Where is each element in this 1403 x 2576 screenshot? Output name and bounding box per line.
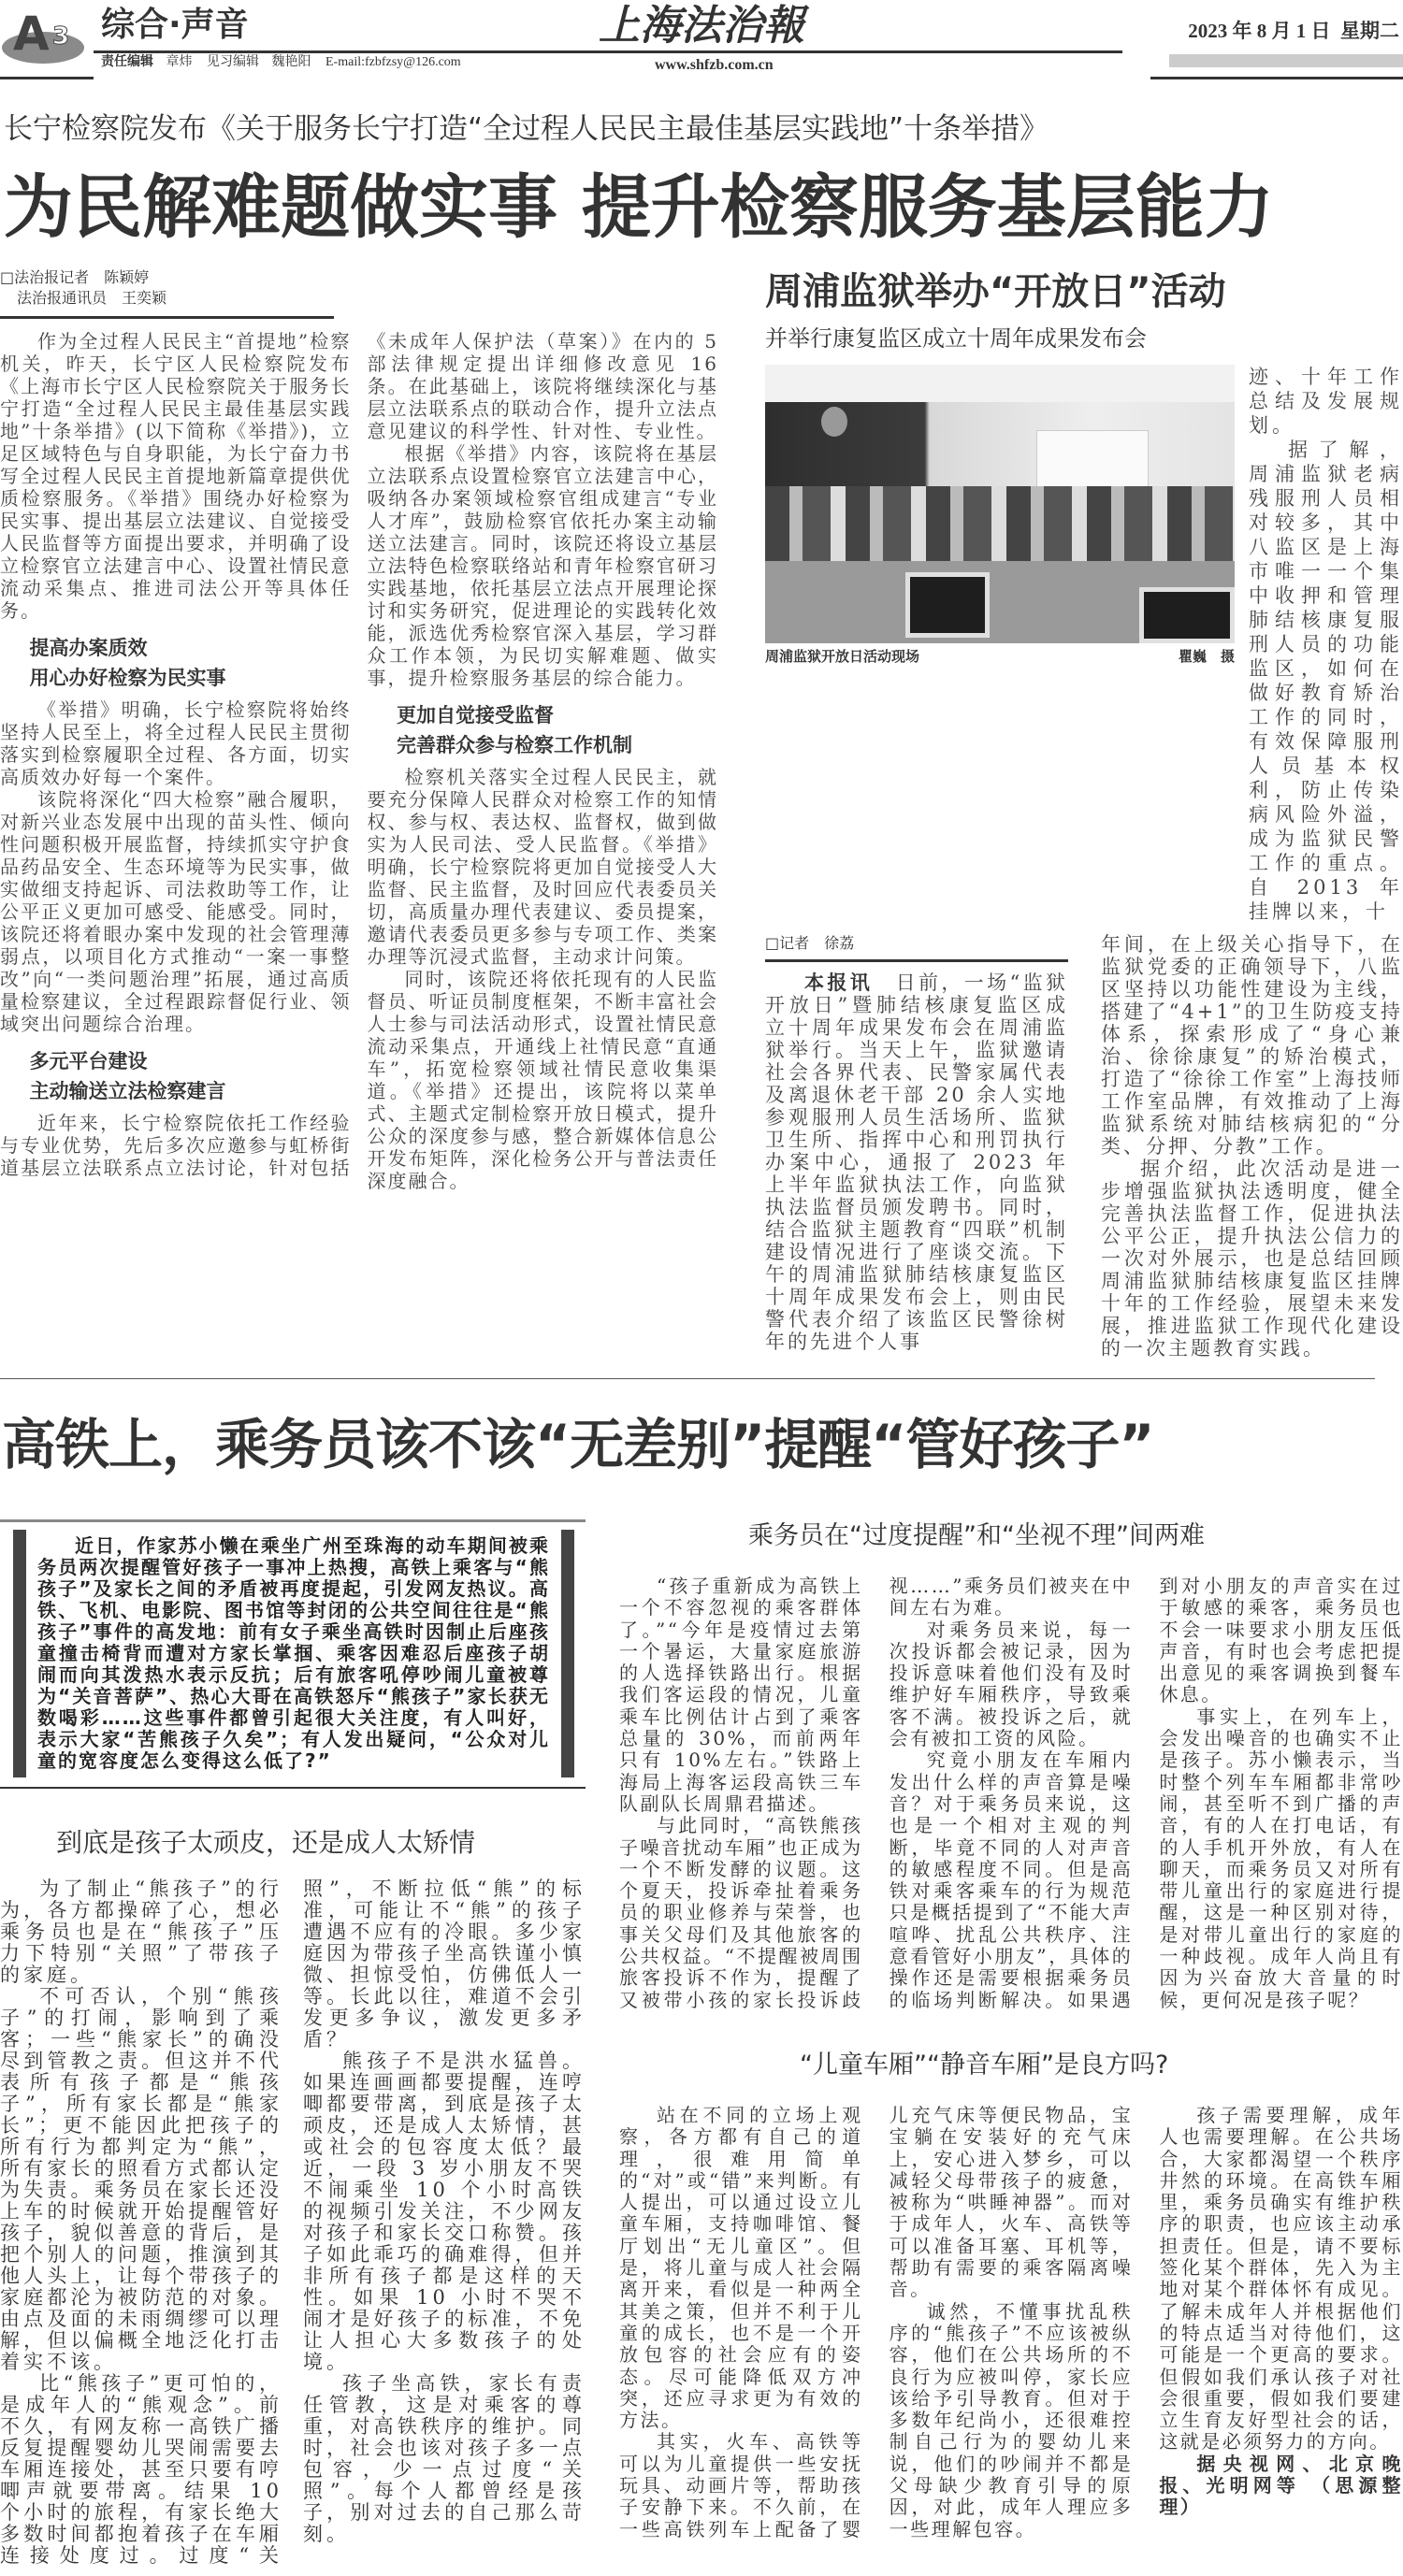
paragraph: 孩子坐高铁，家长有责任管教，这是对乘客的尊重，对高铁秩序的维护。同时，社会也该对孩子多一点包容，少一点过度“关照”。每个人都曾经是孩子，别对过去的自己那么苛刻。 bbox=[303, 2372, 586, 2545]
paragraph: 《举措》明确，长宁检察院将始终坚持人民至上，将全过程人民民主贯彻落实到检察履职全过程、各方面，切实高质效办好每一个案件。 bbox=[0, 698, 352, 788]
article3-section2-body bbox=[619, 1576, 1403, 2011]
paragraph: 对乘务员来说，每一次投诉都会被记录，因为投诉意味着他们没有及时维护好车厢秩序，导致乘客不满。被投诉之后，就会有被扣工资的风险。 bbox=[889, 1618, 1134, 1750]
paragraph-continued: 迹、十年工作总结及发展规划。 bbox=[1249, 366, 1403, 437]
page-header bbox=[0, 0, 1403, 82]
editor-line bbox=[101, 54, 461, 71]
intern-label: 见习编辑 bbox=[207, 55, 259, 69]
byline-correspondent: 法治报通讯员 王奕颖 bbox=[17, 289, 167, 307]
article2-body-right bbox=[1101, 933, 1403, 1360]
article1-column-area bbox=[0, 267, 718, 1192]
page-digit: 3 bbox=[52, 22, 70, 50]
article1-byline bbox=[0, 267, 334, 319]
editor-label: 责任编辑 bbox=[101, 55, 153, 69]
section-heading-2: 乘务员在“过度提醒”和“坐视不理”间两难 bbox=[748, 1521, 1205, 1550]
paragraph: 站在不同的立场上观察，各方都有自己的道理，很难用简单的“对”或“错”来判断。有人提出，可以通过设立儿童车厢，支持咖啡馆、餐厅划出“无儿童区”。但是，将儿童与成人社会隔离开来，看似是一种两全其美之策，但并不利于儿童的成长，也不是一个开放包容的社会应有的姿态。尽可能降低双方冲突，还应寻求更为有效的方法。 bbox=[619, 2103, 863, 2432]
subheading-line: 多元平台建设 bbox=[29, 1050, 148, 1072]
intro-bottom-rule bbox=[0, 1787, 586, 1789]
photo-caption-row bbox=[765, 647, 1235, 666]
article2-narrow-column bbox=[1249, 365, 1403, 924]
article2-body-left-text bbox=[765, 971, 1068, 1353]
paragraph: 作为全过程人民民主“首提地”检察机关，昨天，长宁区人民检察院发布《上海市长宁区人民检察院关于服务长宁打造“全过程人民民主最佳基层实践地”十条举措》(以下简称《举措》)，立足区域特色与自身职能，为长宁奋力书写全过程人民民主首提地新篇章提供优质检察服务。《举措》围绕办好检察为民实事、提出基层立法建议、自觉接受人民监督等方面提出要求，并明确了设立检察官立法建言中心、设置社情民意流动采集点、推进司法公开等具体任务。 bbox=[0, 330, 352, 622]
subheading-line: 主动输送立法检察建言 bbox=[29, 1080, 226, 1102]
paragraph: 究竟小朋友在车厢内发出什么样的声音算是噪音？对于乘务员来说，这也是一个相对主观的判断，毕竟不同的人对声音的敏感程度不同。但是高铁对乘客乘车的行为规范只是概括提到了“不能大声喧哗、扰乱公共秩序、注意看管好小朋友”，具体的操作还是需要根据乘务员的临场判断解决。如果遇到对小朋友的声音实在过于敏感的乘客，乘务员也不会一味要求小朋友压低声音，有时也会考虑把提出意见的乘客调换到餐车休息。 bbox=[889, 1575, 1403, 2011]
article3-section3-body bbox=[619, 2105, 1403, 2540]
article3-headline: 高铁上，乘务员该不该“无差别”提醒“管好孩子” bbox=[2, 1413, 1154, 1476]
subheading bbox=[368, 700, 719, 760]
paragraph: 与此同时，“高铁熊孩子噪音扰动车厢”也正成为一个不断发酵的议题。这个夏天，投诉牵扯着乘务员的职业修养与荣誉，也事关父母们及其他旅客的公共权益。“不提醒被周围旅客投诉不作为，提醒了又被带小孩的家长投诉歧视……”乘务员们被夹在中间左右为难。 bbox=[619, 1575, 1134, 2011]
article3-section1-body bbox=[0, 1878, 586, 2567]
editor-name: 章炜 bbox=[166, 55, 193, 69]
lower-row bbox=[0, 1519, 1403, 2567]
paragraph: 其实，火车、高铁等可以为儿童提供一些安抚玩具、动画片等，帮助孩子安静下来。不久前，在一些高铁列车上配备了婴儿充气床等便民物品，宝宝躺在安装好的充气床上，安心进入梦乡，可以减轻父母带孩子的疲惫，被称为“哄睡神器”。而对于成年人，火车、高铁等可以准备耳塞、耳机等，帮助有需要的乘客隔离噪音。 bbox=[619, 2103, 1134, 2540]
issue-date: 2023 年 8 月 1 日 星期二 bbox=[1188, 20, 1399, 42]
paragraph: 比“熊孩子”更可怕的，是成年人的“熊观念”。前不久，有网友称一高铁广播反复提醒婴幼儿哭闹需要去车厢连接处，甚至只要有哼唧声就要带离。结果 10 个小时的旅程，有家长绝大多数时间都抱着孩子在车厢连接处度过。过度“关照”，不断拉低“熊”的标准，可能让不“熊”的孩子遭遇不应有的冷眼。多少家庭因为带孩子坐高铁谨小慎微、担惊受怕，仿佛低人一等。长此以往，难道不会引发更多争议，激发更多矛盾？ bbox=[0, 1878, 586, 2567]
subheading-line: 完善群众参与检察工作机制 bbox=[397, 734, 632, 756]
paragraph: “孩子重新成为高铁上一个不容忽视的乘客群体了。”“今年是疫情过去第一个暑运，大量家庭旅游的人选择铁路出行。根据我们客运段的情况，儿童乘车比例估计占到了乘客总量的 30%，而前两年只有 10%左右。”铁路上海局上海客运段高铁三车队副队长周鼎君描述。 bbox=[619, 1575, 863, 1815]
article2-bottom-grid bbox=[765, 933, 1403, 1360]
paragraph: 检察机关落实全过程人民民主，就要充分保障人民群众对检察工作的知情权、参与权、表达权、监督权，做到做实为人民司法、受人民监督。《举措》明确，长宁检察院将更加自觉接受人大监督、民主监督，及时回应代表委员关切，高质量办理代表建议、委员提案，邀请代表委员更多参与专项工作、类案办理等沉浸式监督，主动求计问策。 bbox=[367, 766, 718, 968]
paragraph-text: 日前，一场“监狱开放日”暨肺结核康复监区成立十周年成果发布会在周浦监狱举行。当天上午，监狱邀请社会各界代表、民警家属代表及离退休老干部 20 余人实地参观服刑人员生活场所、监狱卫生所、指挥中心和刑罚执行办案中心，通报了 2023 年上半年监狱执法工作，向监狱执法监督员颁发聘书。同时，结合监狱主题教育“四联”机制建设情况进行了座谈交流。下午的周浦监狱肺结核康复监区十周年成果发布会上，则由民警代表介绍了该监区民警徐树年的先进个人事 bbox=[765, 971, 1069, 1353]
page-letter: A bbox=[13, 7, 50, 61]
source-credit: 据央视网、北京晚报、光明网等 bbox=[1159, 2452, 1403, 2497]
website[interactable]: www.shfzb.com.cn bbox=[655, 57, 774, 73]
article2-photo bbox=[765, 365, 1235, 643]
paragraph: 该院将深化“四大检察”融合履职，对新兴业态发展中出现的苗头性、倾向性问题积极开展监督，持续抓实守护食品药品安全、生态环境等为民实事，做实做细支持起诉、司法救助等工作，让公平正义更加可感受、能感受。同时，该院还将着眼办案中发现的社会管理薄弱点，以项目化方式推动“一案一事整改”向“一类问题治理”拓展，通过高质量检察建议，全过程跟踪督促行业、领域突出问题综合治理。 bbox=[0, 788, 352, 1035]
intern-name: 魏艳阳 bbox=[271, 55, 311, 69]
header-gray-bar bbox=[1169, 54, 1403, 67]
photo-caption: 周浦监狱开放日活动现场 bbox=[765, 648, 920, 665]
paragraph: 同时，该院还将依托现有的人民监督员、听证员制度框架，不断丰富社会人士参与司法活动形式，设置社情民意流动采集点，开通线上社情民意“直通车”，拓宽检察领域社情民意收集渠道。《举措》还提出，该院将以菜单式、主题式定制检察开放日模式，提升公众的深度参与感，整合新媒体信息公开发布矩阵，深化检务公开与普法责任深度融合。 bbox=[367, 968, 718, 1192]
article1-headline: 为民解难题做实事 提升检察服务基层能力 bbox=[4, 167, 1274, 248]
page-number-badge bbox=[2, 7, 84, 64]
intro-text: 近日，作家苏小懒在乘坐广州至珠海的动车期间被乘务员两次提醒管好孩子一事冲上热搜，高铁上乘客与“熊孩子”及家长之间的矛盾被再度提起，引发网友热议。高铁、飞机、电影院、图书馆等封闭的公共空间往往是“熊孩子”事件的高发地：前有女子乘坐高铁时因制止后座孩童撞击椅背而遭对方家长掌掴、乘客因难忍后座孩子胡闹而向其泼热水表示反抗；后有旅客吼停吵闹儿童被尊为“关音菩萨”、热心大哥在高铁怒斥“熊孩子”家长获无数喝彩……这些事件都曾引起很大关注度，有人叫好，表示大家“苦熊孩子久矣”；有人发出疑问，“公众对儿童的宽容度怎么变得这么低了?” bbox=[37, 1534, 550, 1772]
paragraph: 诚然，不懂事扰乱秩序的“熊孩子”不应该被纵容，他们在公共场所的不良行为应被叫停，家长应该给予引导教育。但对于多数年纪尚小，还很难控制自己行为的婴幼儿来说，他们的吵闹并不都是父母缺少教育引导的原因，对此，成年人理应多一些理解包容。 bbox=[889, 2299, 1134, 2540]
subheading-line: 提高办案质效 bbox=[29, 637, 148, 659]
article2-subhead: 并举行康复监区成立十周年成果发布会 bbox=[765, 325, 1147, 352]
upper-row bbox=[0, 267, 1403, 1360]
paragraph: 熊孩子不是洪水猛兽。如果连画画都要提醒，连哼唧都要带离，到底是孩子太顽皮，还是成人太矫情，甚或社会的包容度太低？最近，一段 3 岁小朋友不哭不闹乘坐 10 个小时高铁的视频引发关注，不少网友对孩子和家长交口称赞。孩子如此乖巧的确难得，但并非所有孩子都是这样的天性。如果 10 小时不哭不闹才是好孩子的标准，不免让人担心大多数孩子的处境。 bbox=[303, 2050, 586, 2373]
paragraph: 事实上，在列车上，会发出噪音的也确实不止是孩子。苏小懒表示，当时整个列车车厢都非常吵闹，甚至听不到广播的声音，有的人在打电话，有的人手机开外放，有人在聊天，而乘务员又对所有带儿童出行的家庭进行提醒，这是一种区别对待，是对带儿童出行的家庭的一种歧视。成年人尚且有因为兴奋放大音量的时候，更何况是孩子呢？ bbox=[1159, 1705, 1403, 2011]
section-divider bbox=[0, 1378, 1375, 1379]
article3-left-area bbox=[0, 1519, 586, 2567]
paragraph: 近年来，长宁检察院依托工作经验与专业优势，先后多次应邀参与虹桥街道基层立法联系点立法讨论，针对包括《未成年人保护法（草案）》在内的 5 部法律规定提出详细修改意见 16 条。在此基础上，该院将继续深化与基层立法联系点的联动合作，提升立法点意见建议的科学性、针对性、专业性。 bbox=[0, 330, 718, 1179]
photo-block bbox=[765, 365, 1235, 666]
intro-box bbox=[13, 1530, 574, 1777]
article2-headline: 周浦监狱举办“开放日”活动 bbox=[765, 270, 1226, 313]
intro-top-rule bbox=[0, 1519, 586, 1522]
header-rule bbox=[1150, 77, 1403, 79]
page-bottom-spacer bbox=[0, 2567, 1403, 2576]
article2-top-grid bbox=[765, 365, 1403, 924]
lead-label: 本报讯 bbox=[804, 971, 874, 994]
paragraph: 为了制止“熊孩子”的行为，各方都操碎了心，想必乘务员也是在“熊孩子”压力下特别“关照”了带孩子的家庭。 bbox=[0, 1878, 282, 1986]
paragraph: 不可否认，个别“熊孩子”的打闹，影响到了乘客；一些“熊家长”的确没尽到管教之责。但这并不代表所有孩子都是“熊孩子”，所有家长都是“熊家长”；更不能因此把孩子的所有行为都判定为“熊”，所有家长的照看方式都认定为失责。乘务员在家长还没上车的时候就开始提醒管好孩子，貌似善意的背后，是把个别人的问题，推演到其他人头上，让每个带孩子的家庭都沦为被防范的对象。由点及面的未雨绸缪可以理解，但以偏概全地泛化打击着实不该。 bbox=[0, 1985, 282, 2373]
article1-kicker: 长宁检察院发布《关于服务长宁打造“全过程人民民主最佳基层实践地”十条举措》 bbox=[4, 112, 1049, 146]
subheading bbox=[0, 1046, 352, 1106]
subheading bbox=[0, 633, 352, 693]
section-heading-1: 到底是孩子太顽皮，还是成人太矫情 bbox=[56, 1827, 476, 1858]
paragraph bbox=[765, 971, 1068, 1353]
article1-body bbox=[0, 330, 718, 1192]
paragraph: 根据《举措》内容，该院将在基层立法联系点设置检察官立法建言中心，吸纳各办案领域检察官组成建言“专业人才库”，鼓励检察官依托办案主动输送立法建言。同时，该院还将设立基层立法特色检察联络站和青年检察官研习实践基地，依托基层立法点开展理论探讨和实务研究，促进理论的实践转化效能，派选优秀检察官深入基层，学习群众工作本领，为民切实解难题、做实事，提升检察服务基层的综合能力。 bbox=[367, 442, 718, 689]
header-rule bbox=[0, 77, 94, 79]
paragraph-continued: 年间，在上级关心指导下，在监狱党委的正确领导下，八监区坚持以功能性建设为主线，搭建了“4+1”的卫生防疫支持体系，探索形成了“身心兼治、徐徐康复”的矫治模式，打造了“徐徐工作室”上海技师工作室品牌，有效推动了上海监狱系统对肺结核病犯的“分类、分押、分教”工作。 bbox=[1101, 933, 1403, 1158]
paragraph: 孩子需要理解，成年人也需要理解。在公共场合，大家都渴望一个秩序井然的环境。在高铁车厢里，乘务员确实有维护秩序的职责，也应该主动承担责任。但是，请不要标签化某个群体，先入为主地对某个群体怀有成见。了解未成年人并根据他们的特点适当对待他们，这可能是一个更高的要求。但假如我们承认孩子对社会很重要，假如我们要建立生育友好型社会的话，这就是必须努力的方向。 bbox=[1159, 2103, 1403, 2454]
paragraph: 据介绍，此次活动是进一步增强监狱执法透明度，健全完善执法监督工作，促进执法公平公正，提升执法公信力的一次对外展示，也是总结回顾周浦监狱肺结核康复监区挂牌十年的工作经验，展望未来发展，推进监狱工作现代化建设的一次主题教育实践。 bbox=[1101, 1158, 1403, 1360]
header-rule bbox=[94, 50, 1122, 53]
paragraph: 据了解，周浦监狱老病残服刑人员相对较多，其中八监区是上海市唯一一个集中收押和管理肺结核康复服刑人员的功能监区，如何在做好教育矫治工作的同时，有效保障服刑人员基本权利，防止传染病风险外溢，成为监狱民警工作的重点。自 2013 年挂牌以来，十 bbox=[1249, 439, 1403, 923]
email[interactable]: E-mail:fzbfzsy@126.com bbox=[325, 55, 461, 69]
compiler-credit: （思源整理） bbox=[1159, 2473, 1403, 2519]
subheading-line: 用心办好检察为民实事 bbox=[29, 667, 226, 689]
photo-credit: 瞿巍 摄 bbox=[1178, 648, 1235, 665]
section-heading-3: “儿童车厢”“静音车厢”是良方吗? bbox=[800, 2050, 1169, 2080]
source-line bbox=[1159, 2454, 1403, 2519]
article3-right-area bbox=[619, 1519, 1403, 2540]
article2-byline: □记者 徐荔 bbox=[765, 933, 1068, 962]
section-title: 综合·声音 bbox=[101, 6, 249, 44]
byline-reporter: □法治报记者 陈颖婷 bbox=[0, 268, 150, 286]
article2 bbox=[765, 267, 1403, 1360]
masthead-logo: 上海法治報 bbox=[599, 2, 804, 50]
article2-body-left bbox=[765, 933, 1068, 1353]
subheading-line: 更加自觉接受监督 bbox=[397, 704, 554, 727]
